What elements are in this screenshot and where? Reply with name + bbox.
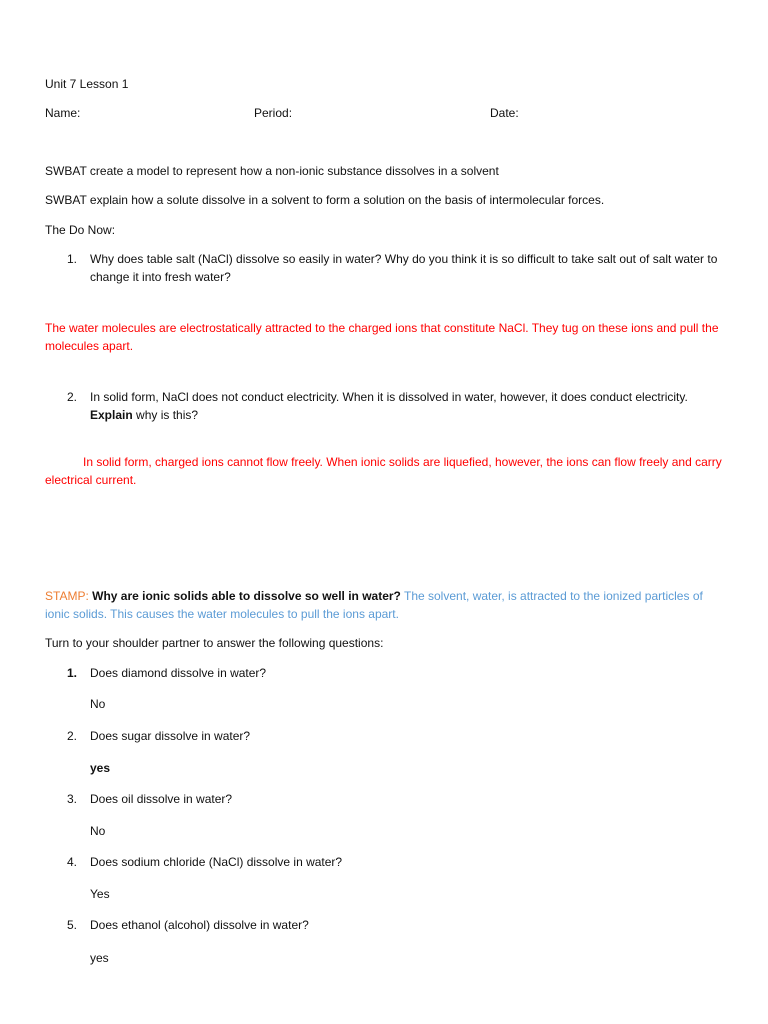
stamp-answer: The solvent, water, is attracted to the ionized particles of ionic solids. This causes the water molecules to pull the ions apart. xyxy=(45,589,703,621)
name-label: Name: xyxy=(45,106,81,120)
date-label: Date: xyxy=(490,106,519,120)
partner-q3-text: Does oil dissolve in water? xyxy=(90,792,233,806)
partner-q5-text: Does ethanol (alcohol) dissolve in water? xyxy=(90,918,309,932)
objective-1: SWBAT create a model to represent how a non-ionic substance dissolves in a solvent xyxy=(45,164,499,178)
stamp-label: STAMP: xyxy=(45,589,89,603)
partner-q4-text: Does sodium chloride (NaCl) dissolve in water? xyxy=(90,855,343,869)
do-now-q2-text: In solid form, NaCl does not conduct electricity. When it is dissolved in water, however, it does conduct electricity. xyxy=(90,390,688,404)
partner-q2-number: 2. xyxy=(67,729,78,743)
do-now-heading: The Do Now: xyxy=(45,223,116,237)
partner-q5-answer: yes xyxy=(90,951,109,965)
stamp-question: Why are ionic solids able to dissolve so well in water? xyxy=(92,589,401,603)
partner-q1-number: 1. xyxy=(67,666,78,680)
objective-2: SWBAT explain how a solute dissolve in a solvent to form a solution on the basis of intermolecular forces. xyxy=(45,193,605,207)
do-now-q2 xyxy=(90,388,720,424)
stamp-block xyxy=(45,587,725,623)
partner-q4-answer: Yes xyxy=(90,887,110,901)
partner-q2-text: Does sugar dissolve in water? xyxy=(90,729,251,743)
do-now-q1-number: 1. xyxy=(67,252,78,266)
unit-lesson-title: Unit 7 Lesson 1 xyxy=(45,77,129,91)
partner-q1-answer: No xyxy=(90,697,106,711)
partner-q2-answer: yes xyxy=(90,761,111,775)
period-label: Period: xyxy=(254,106,293,120)
partner-q3-answer: No xyxy=(90,824,106,838)
partner-q1-text: Does diamond dissolve in water? xyxy=(90,666,267,680)
partner-q5-number: 5. xyxy=(67,918,78,932)
do-now-q2-number: 2. xyxy=(67,390,78,404)
do-now-a2-text: In solid form, charged ions cannot flow freely. When ionic solids are liquefied, however, the ions can flow freely and carry electrical current. xyxy=(45,455,722,487)
partner-intro: Turn to your shoulder partner to answer the following questions: xyxy=(45,636,384,650)
do-now-a1-text: The water molecules are electrostatically attracted to the charged ions that constitute NaCl. They tug on these ions and pull the molecules apart. xyxy=(45,321,719,353)
partner-q4-number: 4. xyxy=(67,855,78,869)
partner-q3-number: 3. xyxy=(67,792,78,806)
do-now-q1-text: Why does table salt (NaCl) dissolve so easily in water? Why do you think it is so difficult to take salt out of salt water to change it into fresh water? xyxy=(90,252,718,284)
do-now-q2-text-after: why is this? xyxy=(136,408,199,422)
do-now-q2-explain: Explain xyxy=(90,408,133,422)
